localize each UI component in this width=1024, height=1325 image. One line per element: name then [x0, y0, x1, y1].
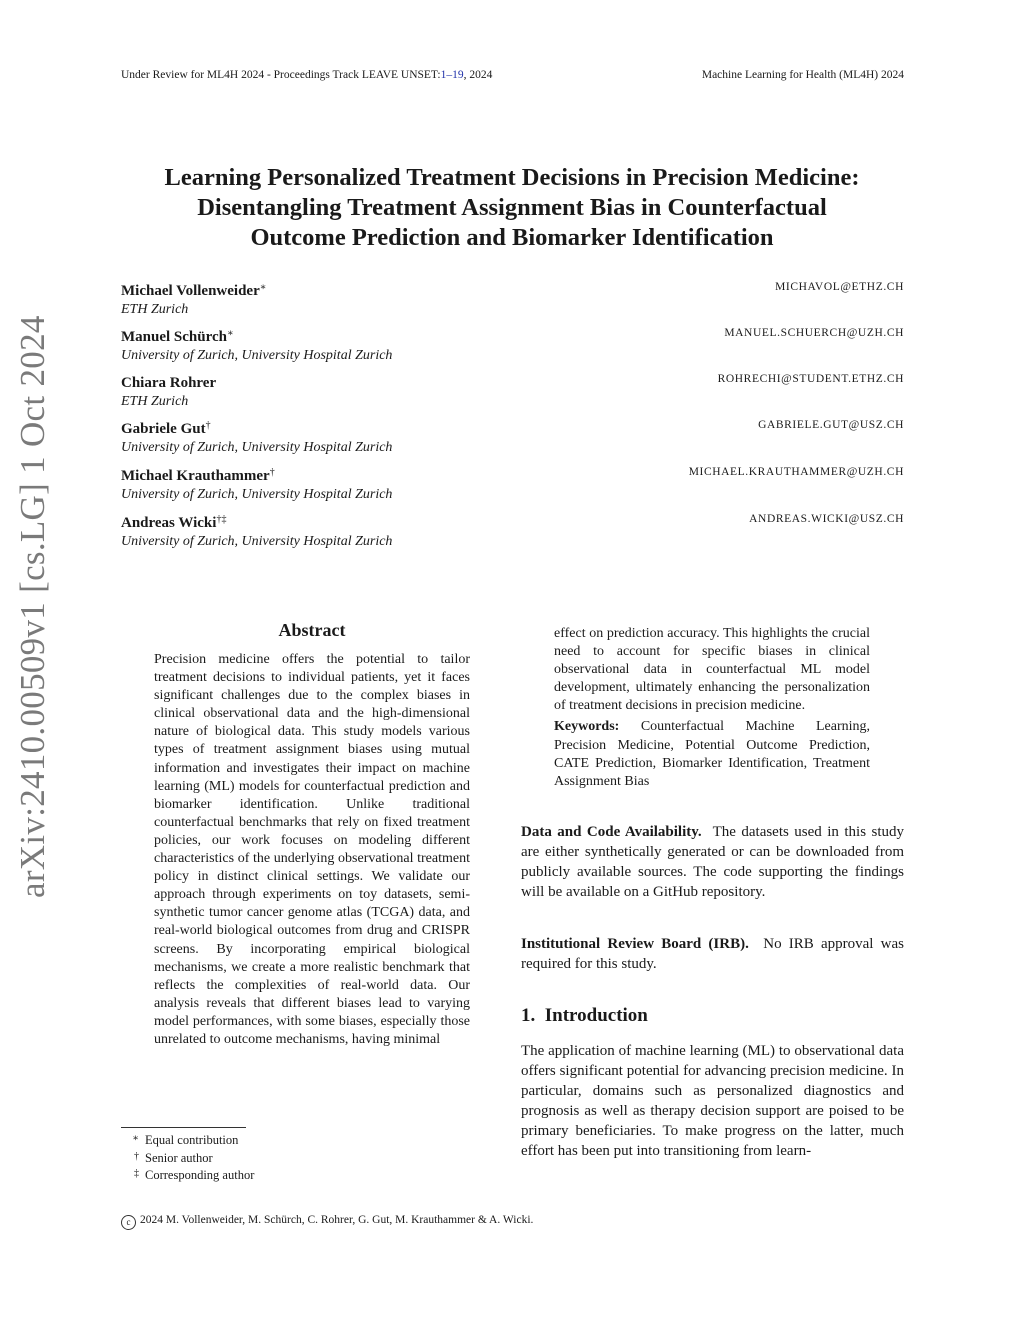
- author-mark: ∗: [259, 282, 267, 293]
- irb-label: Institutional Review Board (IRB).: [521, 936, 749, 952]
- data-availability-label: Data and Code Availability.: [521, 824, 702, 840]
- data-availability-paragraph: [521, 822, 904, 902]
- footnote-mark: ‡: [134, 1168, 139, 1179]
- footnote: [121, 1166, 254, 1184]
- author-email[interactable]: GABRIELE.GUT@USZ.CH: [758, 419, 904, 431]
- author-name: Chiara Rohrer: [121, 375, 217, 391]
- keywords-text: Counterfactual Machine Learning, Precision Medicine, Potential Outcome Prediction, CATE Prediction, Biomarker Identification, Treatment Assignment Bias: [554, 719, 871, 789]
- author-block: [121, 463, 904, 504]
- author-email[interactable]: MICHAEL.KRAUTHAMMER@UZH.CH: [688, 466, 904, 478]
- copyright-text: 2024 M. Vollenweider, M. Schürch, C. Rohrer, G. Gut, M. Krauthammer & A. Wicki.: [140, 1214, 534, 1226]
- author-block: [121, 370, 904, 411]
- paper-title: [100, 163, 924, 253]
- author-email[interactable]: ROHRECHI@STUDENT.ETHZ.CH: [717, 373, 904, 385]
- title-line: Disentangling Treatment Assignment Bias in Counterfactual: [197, 194, 827, 221]
- title-line: Outcome Prediction and Biomarker Identification: [250, 224, 774, 251]
- irb-text: No IRB approval was required for this study.: [521, 936, 905, 972]
- author-affiliation: University of Zurich, University Hospital Zurich: [121, 348, 393, 363]
- copyright-icon: c: [121, 1215, 136, 1230]
- section-heading-introduction: 1. Introduction: [521, 1005, 648, 1026]
- author-block: [121, 510, 904, 551]
- author-name: Gabriele Gut: [121, 421, 206, 437]
- footnote-text: Equal contribution: [145, 1133, 239, 1147]
- title-line: Learning Personalized Treatment Decisions in Precision Medicine:: [164, 164, 860, 191]
- author-mark: †‡: [216, 514, 227, 525]
- page-range-link[interactable]: 1–19: [440, 69, 464, 81]
- footnote: [121, 1131, 254, 1149]
- author-name: Andreas Wicki: [121, 515, 217, 531]
- arxiv-stamp[interactable]: arXiv:2410.00509v1 [cs.LG] 1 Oct 2024: [13, 315, 52, 898]
- author-affiliation: ETH Zurich: [121, 394, 189, 409]
- author-affiliation: ETH Zurich: [121, 302, 189, 317]
- author-email[interactable]: MANUEL.SCHUERCH@UZH.CH: [724, 327, 904, 339]
- abstract-heading: Abstract: [278, 620, 346, 640]
- footnote-text: Corresponding author: [145, 1168, 255, 1182]
- footnote-mark: ∗: [132, 1133, 139, 1144]
- footnote-text: Senior author: [145, 1150, 213, 1165]
- keywords-label: Keywords:: [554, 719, 620, 735]
- running-header-right: Machine Learning for Health (ML4H) 2024: [701, 69, 904, 81]
- author-mark: †: [205, 420, 211, 431]
- running-header-left: Under Review for ML4H 2024 - Proceedings Track LEAVE UNSET:1–19, 2024: [121, 69, 493, 81]
- introduction-text: The application of machine learning (ML) to observational data offers significant potential for advancing precision medicine. In particular, domains such as personalized diagnostics and prognosis as well as therapy decision support are poised to be primary beneficiaries. To make progress on the latter, much effort has been put into transitioning from learn-: [521, 1043, 904, 1159]
- footnote: [121, 1149, 254, 1167]
- author-affiliation: University of Zurich, University Hospital Zurich: [121, 534, 393, 549]
- author-block: [121, 278, 904, 319]
- author-mark: †: [269, 467, 275, 478]
- footnote-rule: [121, 1127, 246, 1128]
- footnote-mark: †: [134, 1150, 139, 1162]
- abstract-text: Precision medicine offers the potential to tailor treatment decisions to individual patients, yet it faces significant challenges due to the complex biases in clinical observational data and the high-dimensional nature of biological data. This study models various types of treatment assignment biases using mutual information and investigates their impact on machine learning (ML) models for counterfactual prediction and biomarker identification. Unlike traditional counterfactual benchmarks that rely on fixed treatment policies, our work focuses on modeling different characteristics of the underlying observational treatment policy in distinct clinical settings. We validate our approach through experiments on toy datasets, semi-synthetic tumor cancer genome atlas (TCGA) data, and real-world biological outcomes from drug and CRISPR screens. By incorporating empirical biological mechanisms, we create a more realistic benchmark that reflects the complexities of real-world data. Our analysis reveals that different biases lead to varying model performances, with some biases, especially those unrelated to outcome mechanisms, having minimal: [154, 652, 470, 1047]
- copyright-line: [121, 1214, 533, 1230]
- footnote-list: [121, 1131, 254, 1184]
- author-name: Manuel Schürch: [121, 329, 227, 345]
- author-name: Michael Krauthammer: [121, 468, 270, 484]
- abstract-continuation-text: effect on prediction accuracy. This highlights the crucial need to account for specific biases in clinical observational data in counterfactual ML model development, ultimately enhancing the personalization of treatment decisions in precision medicine.: [554, 626, 870, 714]
- keywords: [554, 718, 870, 790]
- author-block: [121, 416, 904, 457]
- author-email[interactable]: MICHAVOL@ETHZ.CH: [775, 281, 904, 293]
- irb-paragraph: [521, 934, 904, 974]
- author-name: Michael Vollenweider: [121, 283, 260, 299]
- author-mark: ∗: [227, 328, 234, 339]
- author-block: [121, 324, 904, 365]
- author-affiliation: University of Zurich, University Hospital Zurich: [121, 487, 393, 502]
- data-availability-text: The datasets used in this study are either synthetically generated or can be downloaded from publicly available sources. The code supporting the findings will be available on a GitHub repository.: [521, 824, 904, 900]
- abstract-continuation: [554, 625, 870, 791]
- author-affiliation: University of Zurich, University Hospital Zurich: [121, 440, 393, 455]
- author-email[interactable]: ANDREAS.WICKI@USZ.CH: [749, 513, 904, 525]
